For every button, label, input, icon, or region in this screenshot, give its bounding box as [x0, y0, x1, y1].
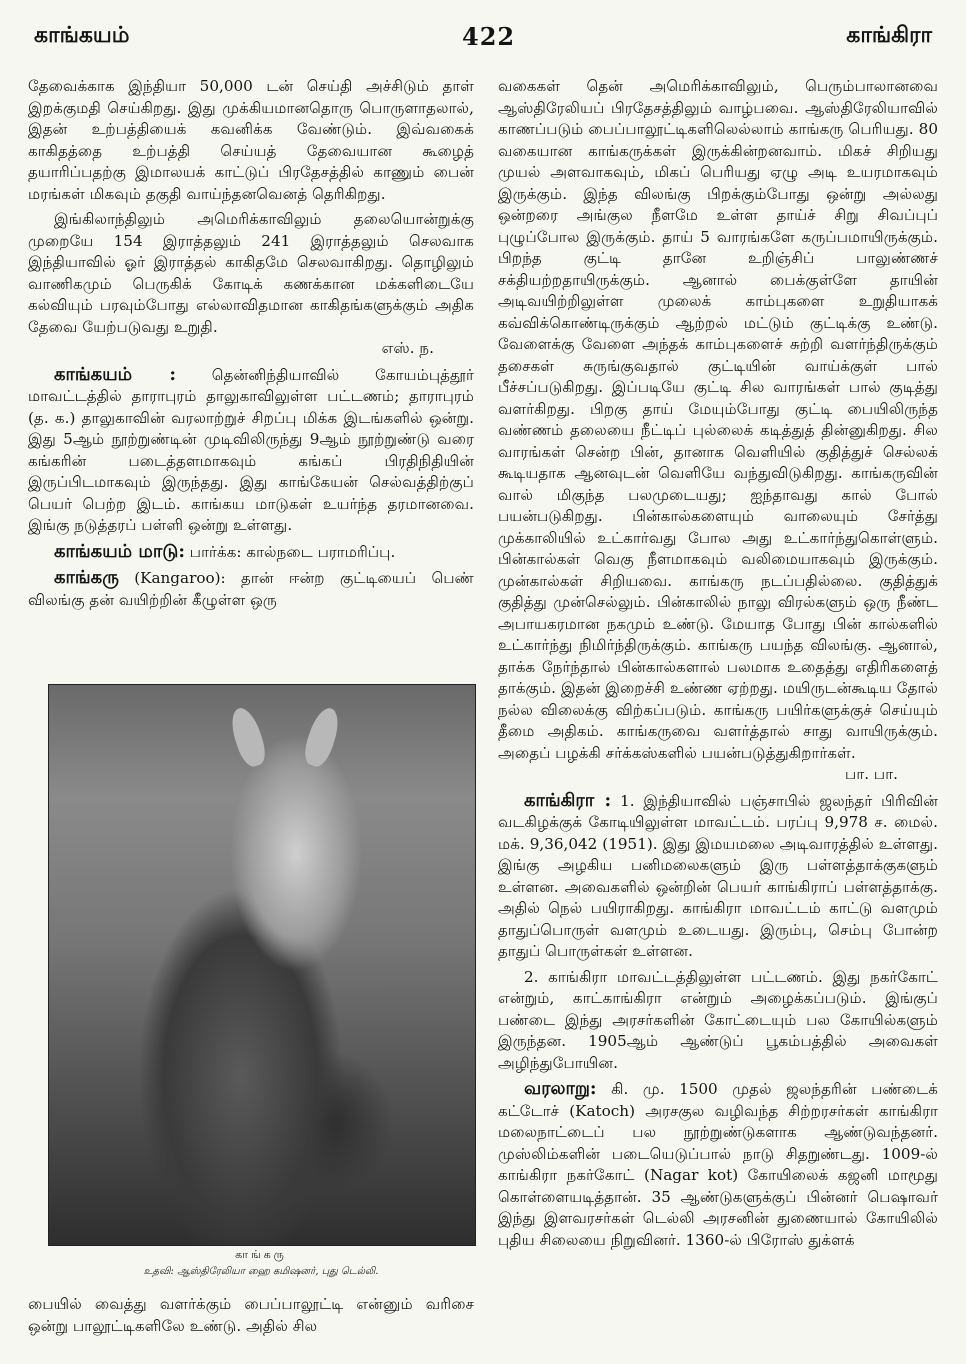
- entry-heading: காங்கயம் :: [54, 363, 176, 385]
- ear-shape: [226, 704, 269, 769]
- ear-shape: [300, 704, 343, 769]
- entry-kangaroo: [28, 567, 474, 611]
- entry-text: தான் ஈன்ற குட்டியைப் பெண் விலங்கு தன் வயிற்றின் கீழுள்ள ஒரு: [28, 569, 474, 609]
- entry-kangayam-cattle: [28, 541, 474, 564]
- entry-text: பார்க்க: கால்நடை பராமரிப்பு.: [184, 542, 396, 561]
- paragraph: தேவைக்காக இந்தியா 50,000 டன் செய்தி அச்சிடும் தாள் இறக்குமதி செய்கிறது. இது முக்கியமானதொரு பொருளாதலால், இதன் உற்பத்தியைக் கவனிக்க வேண்டும். இவ்வகைக் காகிதத்தை உற்பத்தி செய்யத் தேவையான கூழைத் தயாரிப்பதற்கு இமாலயக் காட்டுப் பிரதேசத்தில் காணும் பைன் மரங்கள் மிகவும் தகுதி வாய்ந்தனவெனத் தெரிகிறது.: [28, 77, 474, 203]
- history-paragraph: [498, 1078, 938, 1251]
- author-initials: எஸ். ந.: [381, 339, 434, 357]
- left-column: [28, 76, 474, 615]
- author-initials: பா. பா.: [845, 765, 898, 783]
- paragraph: [28, 209, 474, 360]
- entry-text: 1. இந்தியாவில் பஞ்சாபில் ஜலந்தர் பிரிவின் வடகிழக்குக் கோடியிலுள்ள மாவட்டம். பரப்பு 9,978 ச. மைல். மக். 9,36,042 (1951). இது இமயமலை அடிவாரத்தில் உள்ளது. இங்கு அழகிய பனிமலைகளும் இரு பள்ளத்தாக்குகளும் உள்ளன. அவைகளில் ஒன்றின் பெயர் காங்கிராப் பள்ளத்தாக்கு. அதில் நெல் பயிராகிறது. காங்கிரா மாவட்டம் காட்டு வளமும் தாதுப்பொருள் வளமும் உடையது. இரும்பு, செம்பு போன்ற தாதுப் பொருள்கள் உள்ளன.: [498, 791, 938, 960]
- entry-heading: காங்கயம் மாடு:: [54, 540, 185, 562]
- paragraph: [498, 76, 938, 786]
- right-column: [498, 76, 938, 1255]
- entry-kangayam: [28, 364, 474, 537]
- running-header-left: காங்கயம்: [34, 22, 130, 48]
- entry-heading: காங்கிரா :: [524, 789, 612, 811]
- subheading: வரலாறு:: [524, 1078, 597, 1099]
- kangaroo-photo: [48, 684, 476, 1246]
- photo-caption: காங்கரு: [235, 1248, 287, 1261]
- paragraph-text: கி. மு. 1500 முதல் ஜலந்தரின் பண்டைக் கட்டோச் (Katoch) அரசகுல வழிவந்த சிற்றரசர்கள் காங்கிரா மலைநாட்டைப் பல நூற்றுண்டுகளாக ஆண்டுவந்தனர். முஸ்லிம்களின் படையெடுப்பால் நாடு சிதறுண்டது. 1009-ல் காங்கிரா நகர்கோட் (Nagar kot) கோயிலைக் கஜனி மாமூது கொள்ளையடித்தான். 35 ஆண்டுகளுக்குப் பின்னர் பெஷாவர் இந்து இளவரசர்கள் டெல்லி அரசனின் துணையால் கோயிலில் புதிய சிலையை நிறுவினர். 1360-ல் பிரோஸ் துக்ளக்: [498, 1080, 938, 1249]
- paragraph: 2. காங்கிரா மாவட்டத்திலுள்ள பட்டணம். இது நகர்கோட் என்றும், காட்காங்கிரா என்றும் அழைக்கப்படும். இங்குப் பண்டை இந்து அரசர்களின் கோட்டையும் பல கோயில்களும் இருந்தன. 1905ஆம் ஆண்டுப் பூகம்பத்தில் அவைகள் அழிந்துபோயின.: [498, 967, 938, 1072]
- paragraph-text: வகைகள் தென் அமெரிக்காவிலும், பெரும்பாலானவை ஆஸ்திரேலியப் பிரதேசத்திலும் வாழ்பவை. ஆஸ்திரேலியாவில் காணப்படும் பைப்பாலூட்டிகளிலெல்லாம் காங்கரு பெரியது. 80 வகையான காங்கருக்கள் இருக்கின்றனவாம். மிகச் சிறியது முயல் அளவாகவும், மிகப் பெரியது ஏழு அடி உயரமாகவும் இருக்கும். இந்த விலங்கு பிறக்கும்போது ஒன்று அல்லது ஒன்றரை அங்குல நீளமே உள்ள தாய்ச் சிறு சிவப்புப் புழுப்போல இருக்கும். தாய் 5 வாரங்களே கருப்பமாயிருக்கும். பிறந்த குட்டி தானே உறிஞ்சிப் பாலுண்ணச் சக்தியற்றதாயிருக்கும். ஆனால் பைக்குள்ளே தாயின் அடிவயிற்றிலுள்ள முலைக் காம்புகளை உறுதியாகக் கவ்விக்கொண்டிருக்கும் ஆற்றல் மட்டும் குட்டிக்கு உண்டு. வேளைக்கு வேளை அந்தக் காம்புகளைச் சுற்றி வளர்ந்திருக்கும் தசைகள் சுருங்குவதால் குட்டியின் வாய்க்குள் பால் பீச்சப்படுகிறது. இப்படியே குட்டி சில வாரங்கள் பால் குடித்து வளர்கிறது. பிறகு தாய் மேயும்போது குட்டி பையிலிருந்த வண்ணம் தலையை நீட்டிப் புல்லைக் கடித்துத் தின்னுகிறது. சில வாரங்கள் சென்ற பின், தானாக வெளியில் குதித்துச் செல்லக் கூடியதாக ஆனவுடன் வெளியே வந்துவிடுகிறது. காங்கருவின் வால் மிகுந்த பலமுடையது; ஐந்தாவது கால் போல் பயன்படுகிறது. பின்கால்களையும் வாலையும் சேர்த்து முக்காலியில் உட்கார்வது போல அது உட்கார்ந்துகொள்ளும். பின்கால்கள் வெகு நீளமாகவும் வலிமையாகவும் இருக்கும். முன்கால்கள் சிறியவை. காங்கரு நடப்பதில்லை. குதித்துக் குதித்து முன்செல்லும். பின்காலில் நாலு விரல்களும் ஒரு நீண்ட அபாயகரமான நகமும் உண்டு. மேயாத போது பின் கால்களில் உட்கார்ந்து நிமிர்ந்திருக்கும். காங்கரு பயந்த விலங்கு. ஆனால், தாக்க நேர்ந்தால் பின்கால்களால் பலமாக உதைத்து எதிரிகளைத் தாக்கும். இதன் இறைச்சி உண்ண ஏற்றது. மயிருடன்கூடிய தோல் நல்ல விலைக்கு விற்கப்படும். காங்கரு பயிர்களுக்குச் செய்யும் தீமை அதிகம். காங்கருவை வளர்த்தால் சாது வாயிருக்கும். அதைப் பழக்கி சர்க்கஸ்களில் பயன்படுத்துகிறார்கள்.: [498, 77, 938, 762]
- entry-latin-name: (Kangaroo):: [118, 569, 226, 587]
- page-number: 422: [462, 22, 516, 51]
- photo-credit: உதவி: ஆஸ்திரேலியா ஹை கமிஷனர், புது டெல்லி.: [143, 1266, 379, 1277]
- entry-heading: காங்கரு: [54, 567, 119, 588]
- left-column-continuation: [28, 1294, 474, 1337]
- running-header-right: காங்கிரா: [846, 22, 932, 48]
- paragraph: பையில் வைத்து வளர்க்கும் பைப்பாலூட்டி என்னும் வரிசை ஒன்று பாலூட்டிகளிலே உண்டு. அதில் சில: [28, 1295, 474, 1335]
- paragraph-text: இங்கிலாந்திலும் அமெரிக்காவிலும் தலையொன்றுக்கு முறையே 154 இராத்தலும் 241 இராத்தலும் செலவாக இந்தியாவில் ஓர் இராத்தல் காகிதமே செலவாகிறது. தொழிலும் வாணிகமும் பெருகிக் கோடிக் கணக்கான மக்களிடையே கல்வியும் பரவும்போது எல்லாவிதமான காகிதங்களுக்கும் அதிக தேவை யேற்படுவது உறுதி.: [28, 210, 474, 336]
- entry-kangra: [498, 790, 938, 963]
- entry-text: தென்னிந்தியாவில் கோயம்புத்தூர் மாவட்டத்தில் தாராபுரம் தாலுகாவிலுள்ள பட்டணம்; தாராபுரம் (த. க.) தாலுகாவின் வரலாற்றுச் சிறப்பு மிக்க இடங்களில் ஒன்று. இது 5ஆம் நூற்றுண்டின் முடிவிலிருந்து 9ஆம் நூற்றுண்டு வரை கங்கரின் படைத்தளமாகவும் கங்கப் பிரதிநிதியின் இருப்பிடமாகவும் இருந்தது. இது காங்கேயன் செல்வத்திற்குப் பெயர் பெற்ற இடம். காங்கய மாடுகள் உயர்ந்த தரமானவை. இங்கு நடுத்தரப் பள்ளி ஒன்று உள்ளது.: [28, 365, 474, 534]
